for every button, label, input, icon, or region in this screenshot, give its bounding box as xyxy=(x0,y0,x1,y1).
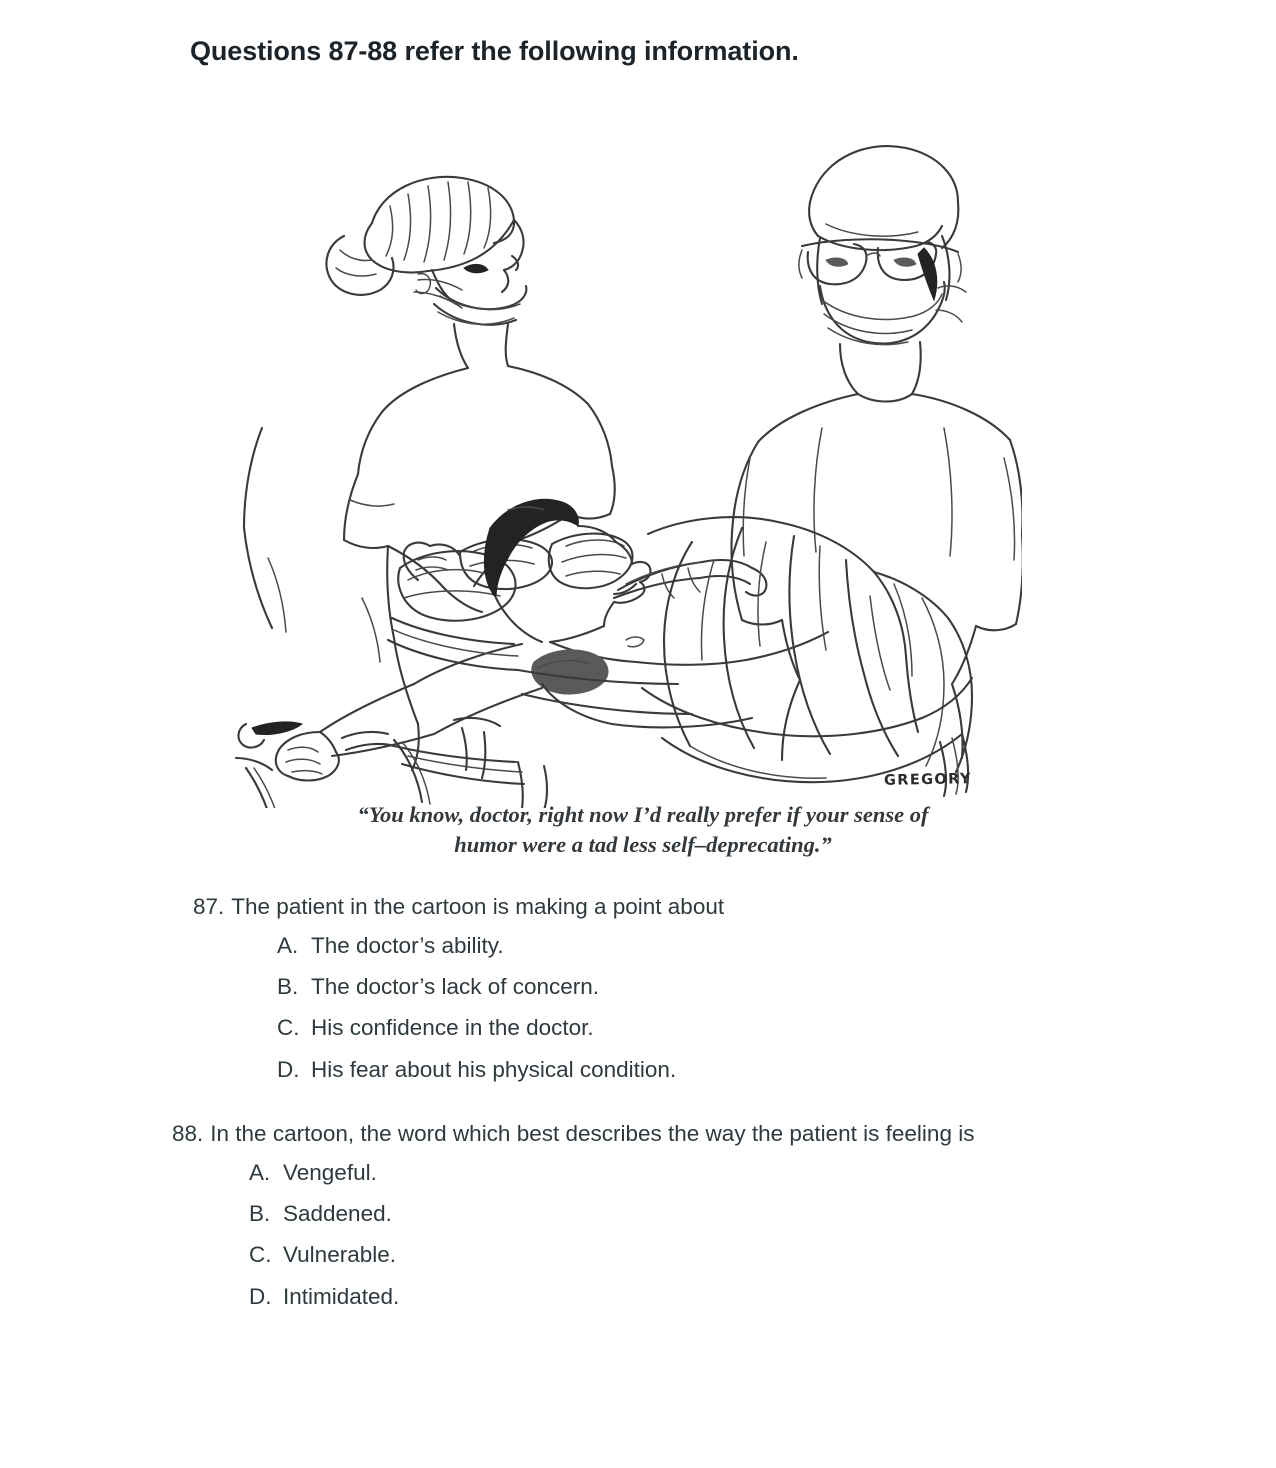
question-88-block xyxy=(0,1120,1276,1323)
cartoon-caption xyxy=(318,800,968,860)
option-88-d[interactable] xyxy=(0,1282,1276,1311)
option-87-b-letter: B. xyxy=(277,974,299,1000)
option-87-d-text: His fear about his physical condition. xyxy=(311,1056,677,1082)
option-88-c-text: Vulnerable. xyxy=(283,1242,396,1268)
question-88-prompt xyxy=(0,1120,1276,1149)
patient-figure xyxy=(239,499,828,804)
option-88-c[interactable] xyxy=(0,1240,1276,1269)
option-87-c-letter: C. xyxy=(277,1015,300,1041)
option-88-b[interactable] xyxy=(0,1199,1276,1228)
option-87-a-text: The doctor’s ability. xyxy=(311,932,504,958)
question-87-options xyxy=(0,931,1276,1084)
option-88-d-letter: D. xyxy=(249,1283,272,1309)
option-87-a[interactable] xyxy=(0,931,1276,960)
operating-room-cartoon xyxy=(222,128,1022,808)
option-88-b-letter: B. xyxy=(249,1201,271,1227)
question-87-block xyxy=(0,893,1276,1096)
option-88-a-letter: A. xyxy=(249,1159,271,1185)
question-88-options xyxy=(0,1158,1276,1311)
option-87-d[interactable] xyxy=(0,1055,1276,1084)
option-88-a-text: Vengeful. xyxy=(283,1159,377,1185)
surgeon-figure xyxy=(731,146,1022,684)
question-87-number: 87. xyxy=(193,894,225,919)
caption-line-1: “You know, doctor, right now I’d really prefer if your sense of xyxy=(357,802,929,827)
option-88-d-text: Intimidated. xyxy=(283,1283,400,1309)
question-88-text: In the cartoon, the word which best describes the way the patient is feeling is xyxy=(210,1121,975,1146)
option-87-c[interactable] xyxy=(0,1013,1276,1042)
option-88-a[interactable] xyxy=(0,1158,1276,1187)
page-title: Questions 87-88 refer the following information. xyxy=(190,36,799,66)
question-88-number: 88. xyxy=(172,1121,204,1146)
option-88-c-letter: C. xyxy=(249,1242,272,1268)
option-87-b[interactable] xyxy=(0,972,1276,1001)
question-87-text: The patient in the cartoon is making a point about xyxy=(231,894,725,919)
option-87-c-text: His confidence in the doctor. xyxy=(311,1015,594,1041)
question-87-prompt xyxy=(0,893,1276,922)
option-87-a-letter: A. xyxy=(277,932,299,958)
surgical-drape xyxy=(642,517,972,796)
option-87-d-letter: D. xyxy=(277,1056,300,1082)
option-88-b-text: Saddened. xyxy=(283,1201,392,1227)
caption-line-2: humor were a tad less self–deprecating.” xyxy=(454,831,832,857)
option-87-b-text: The doctor’s lack of concern. xyxy=(311,974,600,1000)
cartoon-signature: GREGORY xyxy=(883,771,973,789)
